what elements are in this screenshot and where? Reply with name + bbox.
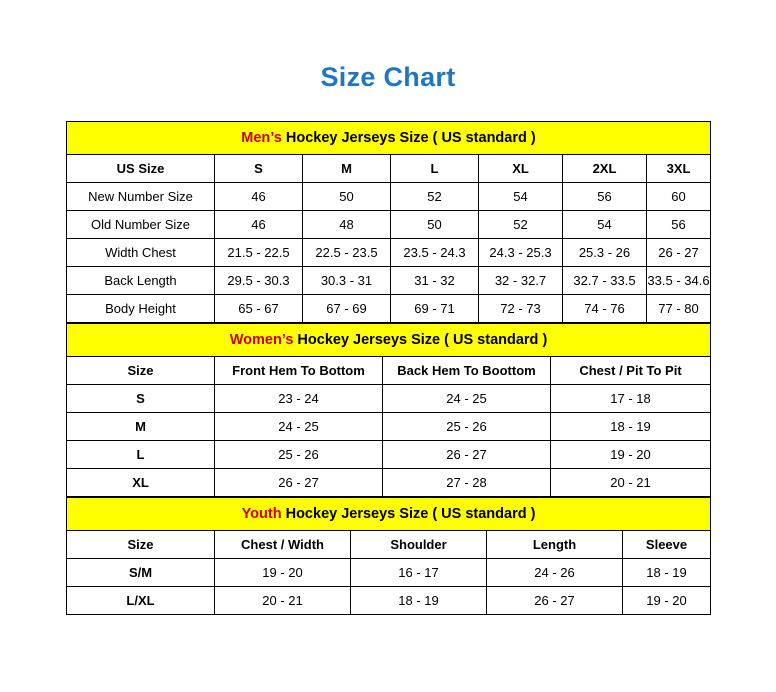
womens-banner [67, 324, 711, 357]
mens-banner-accent: Men’s [241, 130, 282, 146]
mens-cell: 22.5 - 23.5 [303, 239, 391, 267]
page-title: Size Chart [320, 62, 456, 92]
womens-cell: 25 - 26 [215, 441, 383, 469]
womens-banner-rest: Hockey Jerseys Size ( US standard ) [293, 332, 548, 348]
mens-banner [67, 122, 711, 155]
mens-cell: 56 [563, 183, 647, 211]
youth-banner-accent: Youth [241, 506, 282, 522]
mens-cell: 50 [391, 211, 479, 239]
mens-header-cell: M [303, 155, 391, 183]
youth-cell: 26 - 27 [487, 587, 623, 615]
youth-row-label: S/M [67, 559, 215, 587]
table-row [67, 239, 711, 267]
youth-banner [67, 498, 711, 531]
mens-cell: 32 - 32.7 [479, 267, 563, 295]
youth-cell: 20 - 21 [215, 587, 351, 615]
mens-cell: 46 [215, 183, 303, 211]
table-row [67, 531, 711, 559]
mens-cell: 72 - 73 [479, 295, 563, 323]
table-row [67, 295, 711, 323]
mens-cell: 69 - 71 [391, 295, 479, 323]
mens-banner-rest: Hockey Jerseys Size ( US standard ) [281, 130, 536, 146]
mens-cell: 29.5 - 30.3 [215, 267, 303, 295]
mens-size-table [66, 121, 711, 323]
mens-header-cell: L [391, 155, 479, 183]
mens-header-cell: 2XL [563, 155, 647, 183]
womens-header-cell: Size [67, 357, 215, 385]
mens-header-cell: US Size [67, 155, 215, 183]
womens-cell: 20 - 21 [551, 469, 711, 497]
mens-cell: 46 [215, 211, 303, 239]
table-row [67, 559, 711, 587]
mens-cell: 67 - 69 [303, 295, 391, 323]
mens-header-cell: XL [479, 155, 563, 183]
table-row [67, 155, 711, 183]
youth-cell: 19 - 20 [623, 587, 711, 615]
youth-cell: 18 - 19 [351, 587, 487, 615]
mens-cell: 33.5 - 34.6 [647, 267, 711, 295]
youth-header-cell: Sleeve [623, 531, 711, 559]
mens-cell: 50 [303, 183, 391, 211]
womens-banner-accent: Women’s [229, 332, 294, 348]
youth-cell: 24 - 26 [487, 559, 623, 587]
size-tables [66, 93, 710, 615]
youth-cell: 19 - 20 [215, 559, 351, 587]
mens-cell: 65 - 67 [215, 295, 303, 323]
mens-cell: 21.5 - 22.5 [215, 239, 303, 267]
womens-cell: 27 - 28 [383, 469, 551, 497]
youth-header-cell: Length [487, 531, 623, 559]
womens-cell: 25 - 26 [383, 413, 551, 441]
womens-cell: 24 - 25 [215, 413, 383, 441]
mens-row-label: Body Height [67, 295, 215, 323]
table-row [67, 211, 711, 239]
womens-cell: 24 - 25 [383, 385, 551, 413]
womens-cell: 18 - 19 [551, 413, 711, 441]
mens-cell: 52 [479, 211, 563, 239]
mens-cell: 54 [479, 183, 563, 211]
mens-cell: 23.5 - 24.3 [391, 239, 479, 267]
mens-cell: 26 - 27 [647, 239, 711, 267]
youth-header-cell: Size [67, 531, 215, 559]
womens-cell: 26 - 27 [215, 469, 383, 497]
youth-cell: 18 - 19 [623, 559, 711, 587]
mens-cell: 48 [303, 211, 391, 239]
table-row [67, 183, 711, 211]
mens-row-label: Back Length [67, 267, 215, 295]
mens-header-cell: 3XL [647, 155, 711, 183]
table-row [67, 385, 711, 413]
table-row [67, 441, 711, 469]
womens-cell: 23 - 24 [215, 385, 383, 413]
mens-cell: 24.3 - 25.3 [479, 239, 563, 267]
mens-cell: 31 - 32 [391, 267, 479, 295]
mens-cell: 77 - 80 [647, 295, 711, 323]
table-row [67, 267, 711, 295]
mens-cell: 30.3 - 31 [303, 267, 391, 295]
womens-row-label: S [67, 385, 215, 413]
womens-cell: 26 - 27 [383, 441, 551, 469]
womens-cell: 17 - 18 [551, 385, 711, 413]
mens-cell: 54 [563, 211, 647, 239]
table-row [67, 498, 711, 531]
womens-row-label: M [67, 413, 215, 441]
youth-header-cell: Shoulder [351, 531, 487, 559]
mens-cell: 32.7 - 33.5 [563, 267, 647, 295]
mens-row-label: Old Number Size [67, 211, 215, 239]
youth-banner-rest: Hockey Jerseys Size ( US standard ) [281, 506, 536, 522]
womens-header-cell: Back Hem To Boottom [383, 357, 551, 385]
mens-cell: 25.3 - 26 [563, 239, 647, 267]
youth-row-label: L/XL [67, 587, 215, 615]
mens-cell: 52 [391, 183, 479, 211]
mens-row-label: New Number Size [67, 183, 215, 211]
table-row [67, 357, 711, 385]
youth-header-cell: Chest / Width [215, 531, 351, 559]
youth-cell: 16 - 17 [351, 559, 487, 587]
mens-cell: 56 [647, 211, 711, 239]
mens-row-label: Width Chest [67, 239, 215, 267]
mens-header-cell: S [215, 155, 303, 183]
table-row [67, 469, 711, 497]
womens-size-table [66, 323, 711, 497]
mens-cell: 74 - 76 [563, 295, 647, 323]
table-row [67, 587, 711, 615]
table-row [67, 122, 711, 155]
womens-row-label: XL [67, 469, 215, 497]
womens-cell: 19 - 20 [551, 441, 711, 469]
table-row [67, 324, 711, 357]
youth-size-table [66, 497, 711, 615]
table-row [67, 413, 711, 441]
womens-header-cell: Chest / Pit To Pit [551, 357, 711, 385]
mens-cell: 60 [647, 183, 711, 211]
womens-header-cell: Front Hem To Bottom [215, 357, 383, 385]
womens-row-label: L [67, 441, 215, 469]
